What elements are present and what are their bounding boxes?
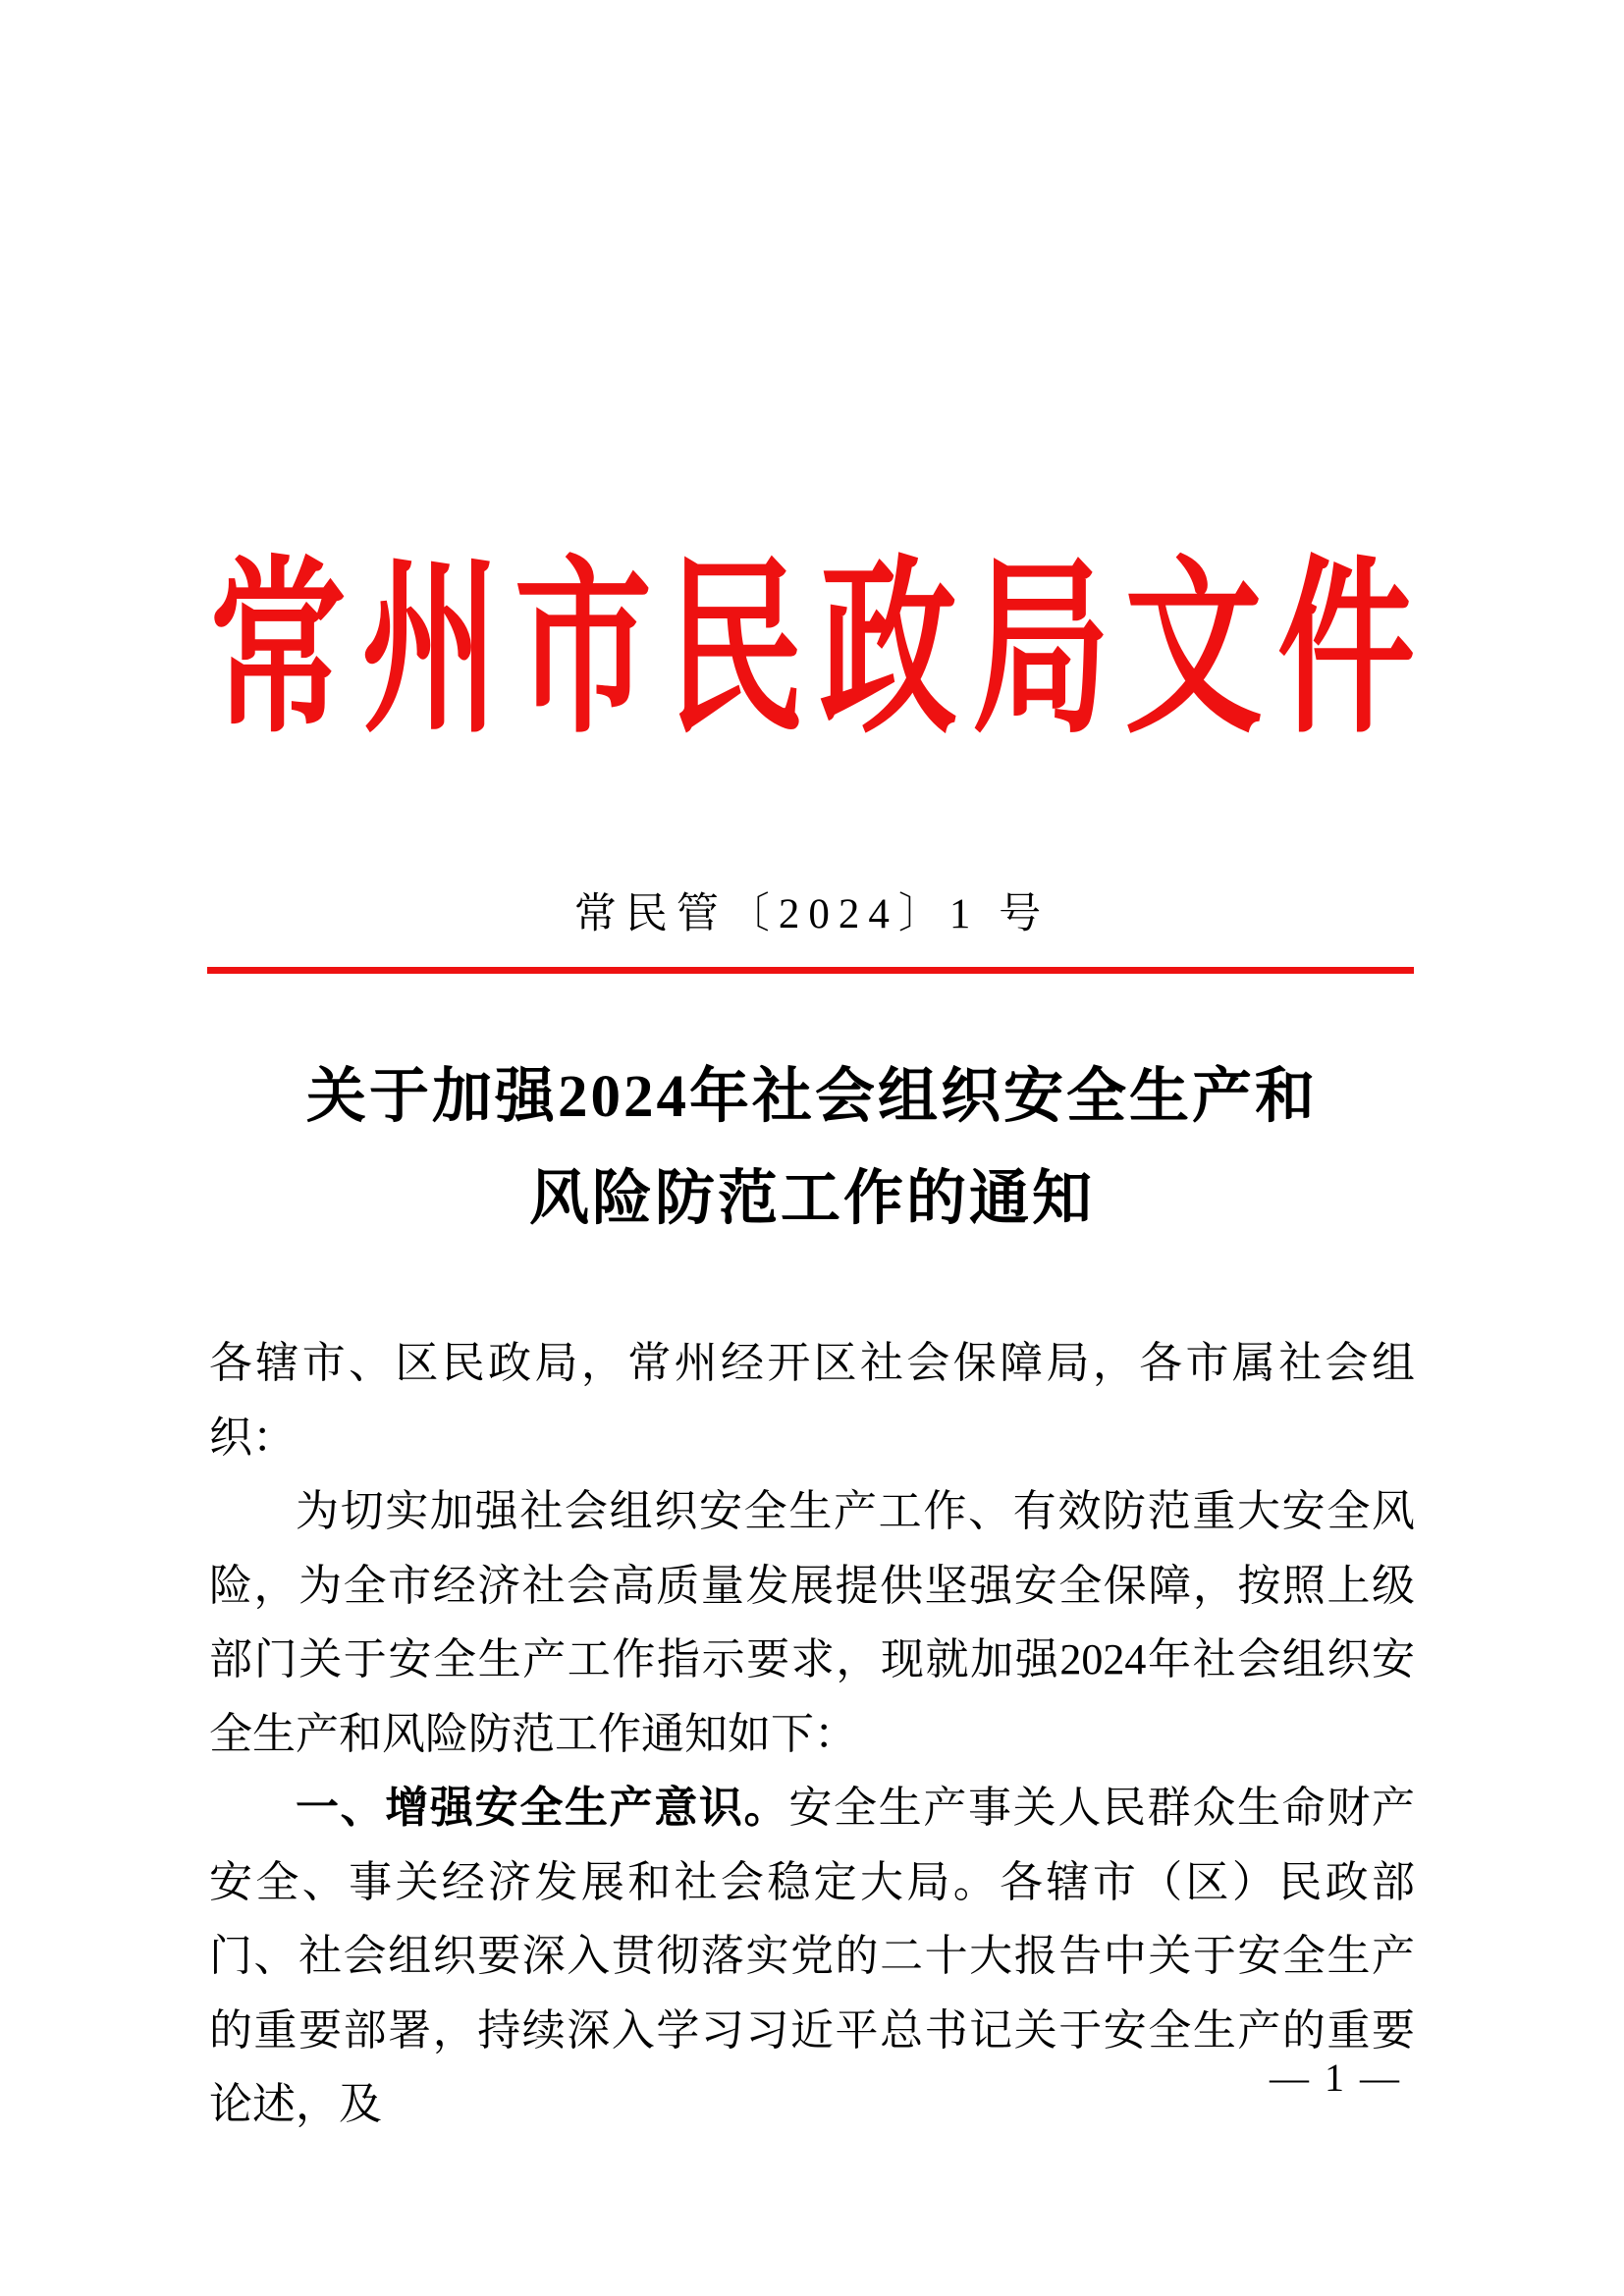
red-separator-rule bbox=[207, 967, 1414, 974]
document-title bbox=[209, 1046, 1415, 1251]
doc-number: 常民管〔2024〕1 号 bbox=[573, 891, 1051, 937]
document-body bbox=[209, 1326, 1415, 2142]
salutation: 各辖市、区民政局，常州经开区社会保障局，各市属社会组织： bbox=[209, 1339, 1415, 1462]
title-line-2: 风险防范工作的通知 bbox=[528, 1166, 1095, 1232]
agency-header: 常州市民政局文件 bbox=[209, 546, 1415, 757]
paragraph-2-rest: 安全生产事关人民群众生命财产安全、事关经济发展和社会稳定大局。各辖市（区）民政部门、社会组织要深入贯彻落实党的二十大报告中关于安全生产的重要部署，持续深入学习习近平总书记关于安全生产的重要论述，及 bbox=[209, 1784, 1416, 2128]
title-line-1: 关于加强2024年社会组织安全生产和 bbox=[305, 1064, 1318, 1130]
page-number: — 1 — bbox=[1270, 2056, 1402, 2100]
paragraph-1: 为切实加强社会组织安全生产工作、有效防范重大安全风险，为全市经济社会高质量发展提供坚强安全保障，按照上级部门关于安全生产工作指示要求，现就加强2024年社会组织安全生产和风险防范工作通知如下： bbox=[209, 1487, 1415, 1758]
paragraph-2-lead: 一、增强安全生产意识。 bbox=[296, 1784, 789, 1832]
